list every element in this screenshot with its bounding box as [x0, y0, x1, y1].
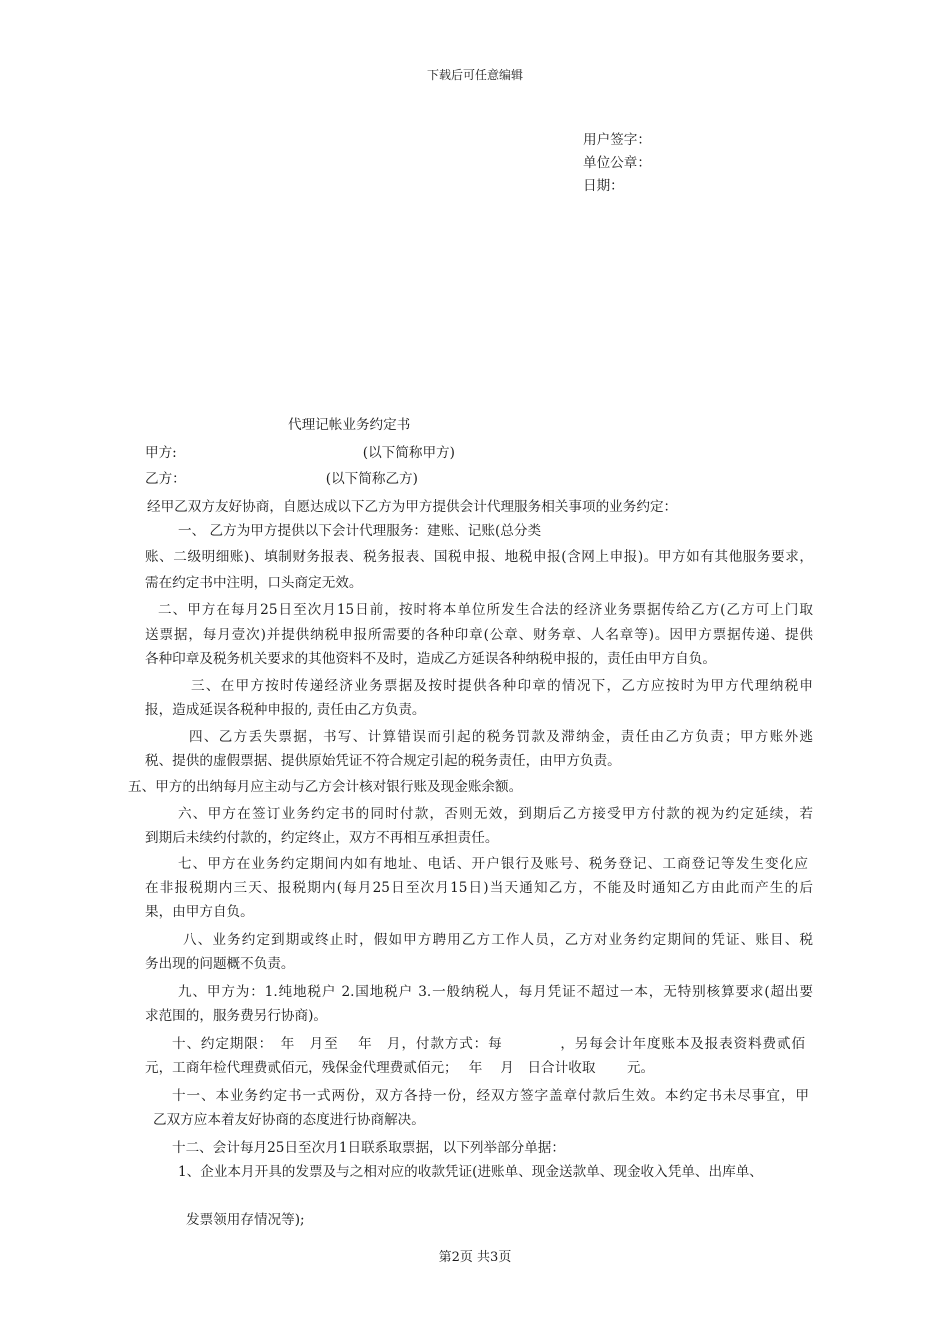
clause-7-line-1: 七、甲方在业务约定期间内如有地址、电话、开户银行及账号、税务登记、工商登记等发生变化应 [178, 856, 808, 872]
clause-6-line-1: 六、甲方在签订业务约定书的同时付款，否则无效，到期后乙方接受甲方付款的视为约定延续，若 [178, 806, 813, 822]
party-a-line [145, 441, 813, 465]
clause-1-line-3: 需在约定书中注明，口头商定无效。 [145, 575, 363, 591]
clause-2-line-3: 各种印章及税务机关要求的其他资料不及时，造成乙方延误各种纳税申报的，责任由甲方自负。 [145, 651, 716, 667]
intro-paragraph: 经甲乙双方友好协商，自愿达成以下乙方为甲方提供会计代理服务相关事项的业务约定： [147, 499, 678, 515]
signature-block [583, 129, 651, 198]
clause-7-line-2: 在非报税期内三天、报税期内(每月25日至次月15日)当天通知乙方，不能及时通知乙方由此而产生的后 [145, 880, 813, 896]
page-number: 第2页 共3页 [438, 1250, 512, 1265]
party-a-note: (以下简称甲方) [362, 445, 455, 461]
date-label: 日期： [583, 178, 624, 194]
unit-seal-label: 单位公章： [583, 155, 651, 171]
clause-2-line-2: 送票据，每月壹次)并提供纳税申报所需要的各种印章(公章、财务章、人名章等)。因甲方票据传递、提供 [145, 627, 813, 643]
page-header: 下载后可任意编辑 [426, 68, 523, 82]
party-b-label: 乙方： [145, 471, 186, 487]
item-1-line-2: 发票领用存情况等); [186, 1212, 305, 1228]
clause-5-line-1: 五、甲方的出纳每月应主动与乙方会计核对银行账及现金账余额。 [128, 779, 523, 795]
clause-7-line-3: 果，由甲方自负。 [145, 904, 254, 920]
document-body [128, 441, 813, 1232]
party-b-note: (以下简称乙方) [325, 471, 418, 487]
clause-11-line-2: 乙双方应本着友好协商的态度进行协商解决。 [153, 1112, 425, 1128]
clause-9-line-1: 九、甲方为：1.纯地税户 2.国地税户 3.一般纳税人，每月凭证不超过一本，无特别核算要求(超出要 [178, 984, 813, 1000]
user-signature-label: 用户签字： [583, 132, 651, 148]
clause-6-line-2: 到期后未续约付款的，约定终止，双方不再相互承担责任。 [145, 830, 499, 846]
clause-2-line-1: 二、甲方在每月25日至次月15日前，按时将本单位所发生合法的经济业务票据传给乙方(乙方可上门取 [158, 602, 813, 618]
document-title: 代理记帐业务约定书 [288, 417, 411, 433]
clause-4-line-1: 四、乙方丢失票据，书写、计算错误而引起的税务罚款及滞纳金，责任由乙方负责；甲方账外逃 [189, 729, 813, 745]
clause-8-line-1: 八、业务约定到期或终止时，假如甲方聘用乙方工作人员，乙方对业务约定期间的凭证、账目、税 [183, 932, 813, 948]
clause-10-line-2: 元，工商年检代理费贰佰元，残保金代理费贰佰元； 年 月 日合计收取 元。 [145, 1060, 655, 1076]
clause-3-line-1: 三、在甲方按时传递经济业务票据及按时提供各种印章的情况下，乙方应按时为甲方代理纳税申 [191, 678, 813, 694]
clause-11-line-1: 十一、本业务约定书一式两份，双方各持一份，经双方签字盖章付款后生效。本约定书未尽事宜，甲 [172, 1088, 809, 1104]
clause-8-line-2: 务出现的问题概不负责。 [145, 956, 295, 972]
clause-9-line-2: 求范围的，服务费另行协商)。 [145, 1008, 328, 1024]
clause-1-line-2: 账、二级明细账)、填制财务报表、税务报表、国税申报、地税申报(含网上申报)。甲方如有其他服务要求， [145, 549, 813, 565]
clause-3-line-2: 报，造成延误各税种申报的, 责任由乙方负责。 [145, 702, 426, 718]
clause-1-line-1: 一、 乙方为甲方提供以下会计代理服务：建账、记账(总分类 [178, 523, 542, 539]
clause-4-line-2: 税、提供的虚假票据、提供原始凭证不符合规定引起的税务责任，由甲方负责。 [145, 753, 621, 769]
item-1-line-1: 1、企业本月开具的发票及与之相对应的收款凭证(进账单、现金送款单、现金收入凭单、出库单、 [178, 1164, 763, 1180]
party-b-line [145, 465, 813, 495]
clause-10-line-1: 十、约定期限： 年 月至 年 月，付款方式：每 ，另每会计年度账本及报表资料费贰佰 [172, 1036, 805, 1052]
party-a-label: 甲方: [145, 445, 177, 461]
clause-12-line-1: 十二、会计每月25日至次月1日联系取票据，以下列举部分单据： [172, 1140, 565, 1156]
